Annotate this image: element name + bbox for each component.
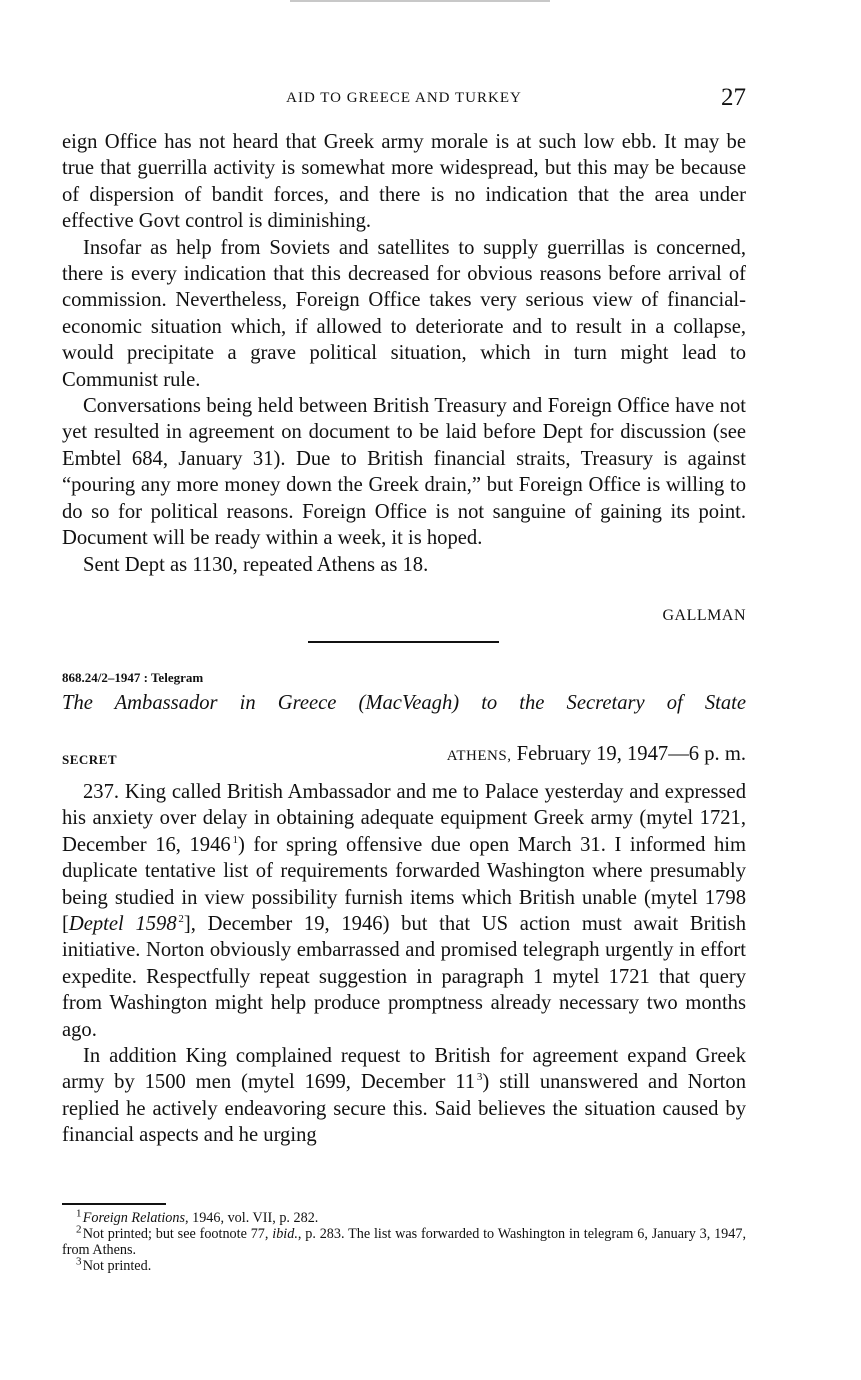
footnote-mark: 3	[76, 1255, 82, 1268]
footnote-rule	[62, 1203, 166, 1205]
dateline-date: February 19, 1947—6 p. m.	[516, 743, 746, 765]
footnote-text: Not printed; but see footnote 77,	[82, 1226, 269, 1242]
paragraph: Conversations being held between British Treasury and Foreign Office have not yet resulted in agreement on document to be laid before Dept for discussion (see Embtel 684, January 31). Due to British financial straits, Treasury is against “pouring any more money down the Greek drain,” but Foreign Office is willing to do so for political reasons. Foreign Office is not sanguine of gaining its point. Document will be ready within a week, it is hoped.	[62, 395, 746, 550]
footnote-text: , p. 283. The list was forwarded to Washington in telegram 6, January 3, 1947, from Athens.	[62, 1226, 747, 1258]
footnote-3	[62, 1255, 746, 1274]
page-header	[62, 84, 746, 114]
paragraph: Sent Dept as 1130, repeated Athens as 18.	[83, 553, 429, 576]
signature: GALLMAN	[662, 607, 746, 624]
running-title: AID TO GREECE AND TURKEY	[286, 90, 522, 106]
footnotes	[62, 1207, 747, 1274]
footnote-mark: 1	[76, 1207, 82, 1220]
document-title: The Ambassador in Greece (MacVeagh) to the Secretary of State	[62, 692, 746, 714]
text-run: ) still unanswered and Norton replied he actively endeavoring secure this. Said believes the situation caused by financial aspects and he urging	[62, 1071, 746, 1147]
footnote-mark: 2	[76, 1223, 82, 1236]
dateline	[447, 743, 746, 766]
paragraph: eign Office has not heard that Greek army morale is at such low ebb. It may be true that guerrilla activity is somewhat more widespread, but this may be because of dispersion of bandit forces, and there is no indication that the area under effective Govt control is diminishing.	[62, 131, 746, 233]
deptel-reference: Deptel 1598	[68, 913, 177, 936]
text-run: ], December 19, 1946) but that US action must await British initiative. Norton obviously embarrassed and promised telegraph urgently in effort expedite. Respectfully repeat suggestion in paragraph 1 mytel 1721 that query from Washington might help produce promptness already necessary two months ago.	[62, 913, 746, 1041]
paragraph	[62, 1043, 746, 1149]
footnote-text: Not printed.	[82, 1258, 152, 1274]
footnote-ref: 1	[232, 833, 238, 846]
text-run: ) for spring offensive due open March 31. I informed him duplicate tentative list of requirements forwarded Washington where presumably being studied in view possibility furnish items which British unable (mytel 1798 [	[62, 833, 746, 936]
dateline-place: ATHENS,	[446, 748, 512, 764]
footnote-1	[62, 1207, 746, 1226]
classification-label: SECRET	[62, 752, 118, 767]
footnote-ref: 3	[476, 1071, 483, 1084]
footnote-2	[62, 1223, 747, 1258]
section-divider	[308, 641, 499, 643]
footnote-text: , 1946, vol. VII, p. 282.	[185, 1210, 319, 1226]
text-run: In addition King complained request to British for agreement expand Greek army by 1500 men (mytel 1699, December 11	[62, 1045, 746, 1094]
first-document-body	[62, 129, 746, 578]
paragraph: Insofar as help from Soviets and satellites to supply guerrillas is concerned, there is every indication that this decreased for obvious reasons before arrival of commission. Nevertheless, Foreign Office takes very serious view of financial-economic situation which, if allowed to deteriorate and to result in a collapse, would precipitate a grave political situation, which in turn might lead to Communist rule.	[62, 236, 746, 391]
paragraph	[62, 779, 746, 1043]
top-rule	[290, 0, 550, 2]
second-document-body	[62, 779, 746, 1149]
footnote-ibid: ibid.	[272, 1226, 298, 1242]
footnote-ref: 2	[178, 913, 184, 926]
file-reference: 868.24/2–1947 : Telegram	[62, 670, 204, 685]
page-number: 27	[721, 84, 746, 111]
footnote-title: Foreign Relations	[82, 1210, 186, 1226]
text-run: 237. King called British Ambassador and me to Palace yesterday and expressed his anxiety over delay in obtaining adequate equipment Greek army (mytel 1721, December 16, 1946	[62, 781, 746, 856]
